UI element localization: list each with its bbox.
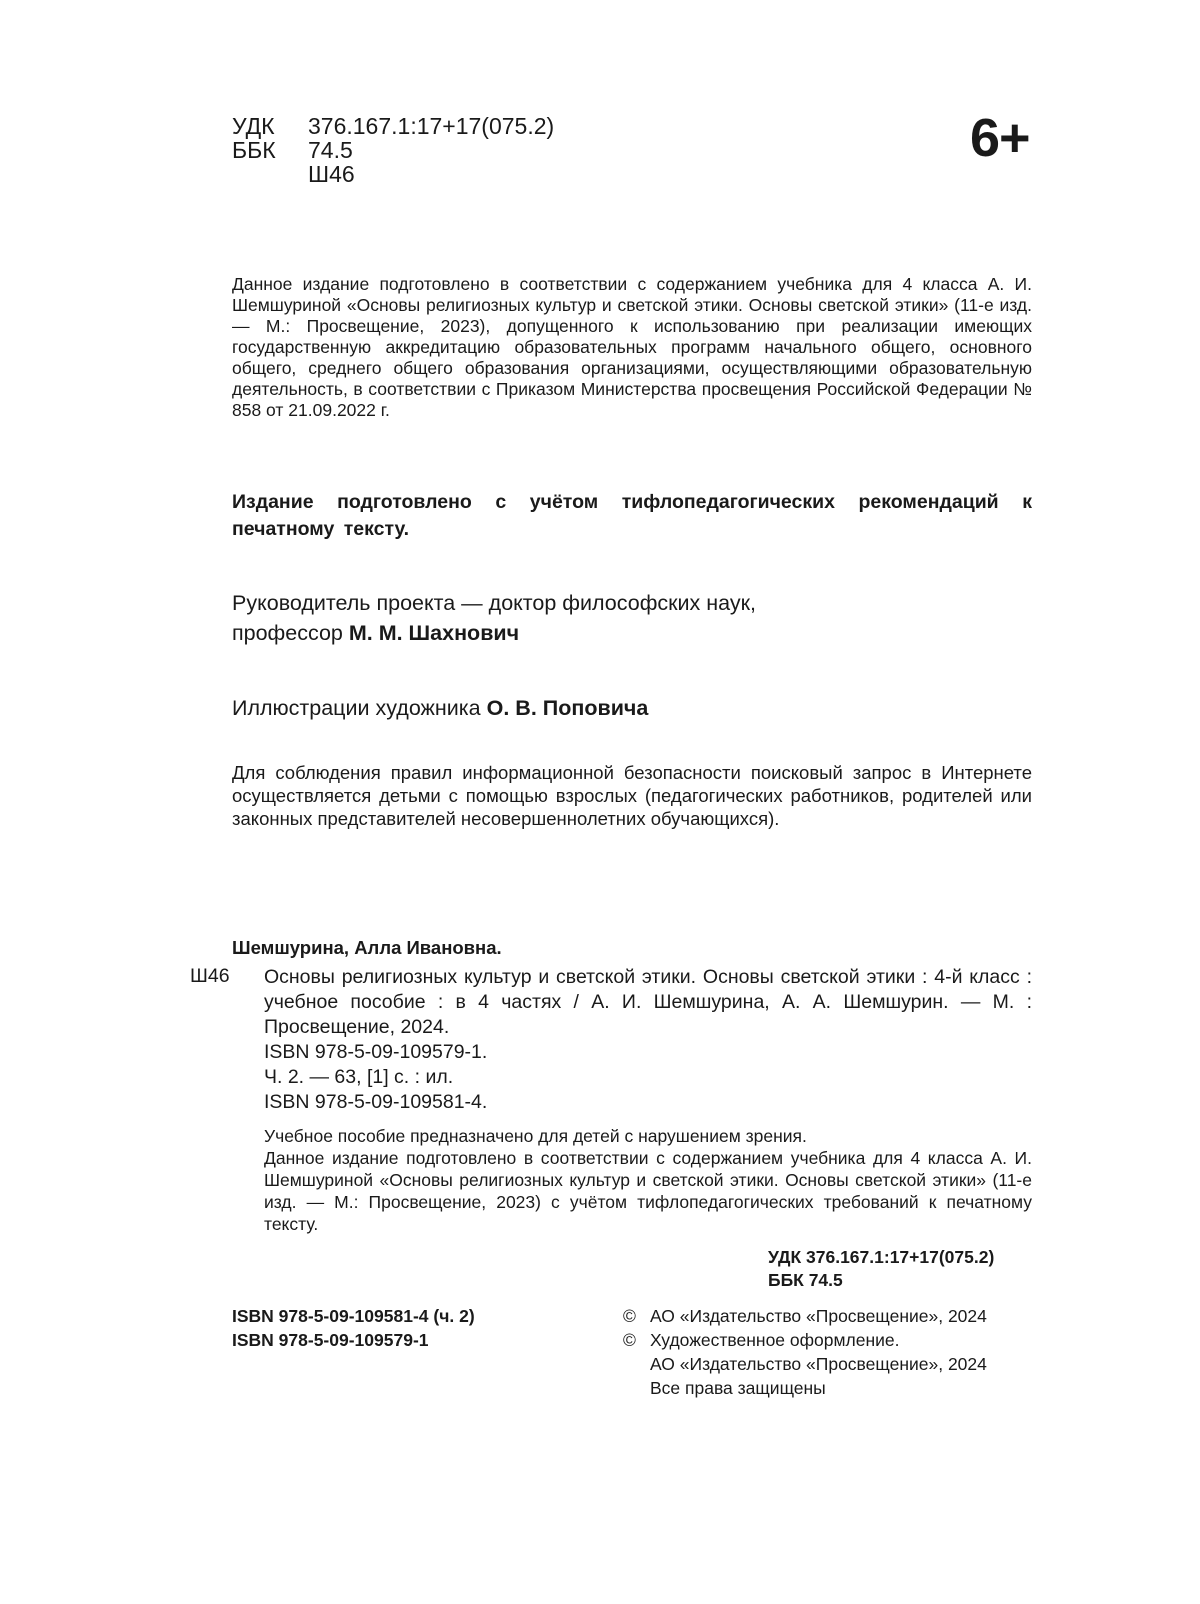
compliance-paragraph: Данное издание подготовлено в соответствии с содержанием учебника для 4 класса А. И. Шемшуриной «Основы религиозных культур и светской этики. Основы светской этики» (11-е изд. — М.: Просвещение, 2023), допущенного к использованию при реализации имеющих государственную аккредитацию образовательных программ начального общего, основного общего, среднего общего образования организациями, осуществляющими образовательную деятельность, в соответствии с Приказом Министерства просвещения Российской Федерации № 858 от 21.09.2022 г. <box>232 274 1032 420</box>
project-lead-line1: Руководитель проекта — доктор философских наук, <box>232 591 756 615</box>
copyright-line1: АО «Издательство «Просвещение», 2024 <box>650 1306 987 1326</box>
udk-label: УДК <box>232 113 275 139</box>
bib-note-1: Учебное пособие предназначено для детей с нарушением зрения. <box>264 1126 807 1146</box>
copyright-symbol: © <box>623 1306 636 1326</box>
project-lead <box>232 588 1032 648</box>
author-code: Ш46 <box>308 161 355 187</box>
bib-isbn-set: ISBN 978-5-09-109579-1. <box>264 1041 488 1063</box>
copyright-line4: Все права защищены <box>650 1378 826 1398</box>
illustrator-name: О. В. Поповича <box>486 696 649 720</box>
bib-part: Ч. 2. — 63, [1] с. : ил. <box>264 1066 454 1088</box>
bib-author: Шемшурина, Алла Ивановна. <box>232 937 502 958</box>
bbk-value: 74.5 <box>308 137 353 163</box>
bbk-label: ББК <box>232 137 276 163</box>
udk-header-block <box>232 114 554 186</box>
bib-note-2: Данное издание подготовлено в соответствии с содержанием учебника для 4 класса А. И. Шемшуриной «Основы религиозных культур и светской этики. Основы светской этики» (11-е изд. — М.: Просвещение, 2023) с учётом тифлопедагогических требований к печатному тексту. <box>264 1148 1032 1234</box>
copyright-line2: Художественное оформление. <box>650 1330 900 1350</box>
classification-bbk: ББК 74.5 <box>768 1270 843 1290</box>
classification-udk: УДК 376.167.1:17+17(075.2) <box>768 1247 995 1267</box>
project-lead-prefix: профессор <box>232 621 343 645</box>
bib-isbn-part: ISBN 978-5-09-109581-4. <box>264 1091 488 1113</box>
bib-code: Ш46 <box>190 965 230 987</box>
bib-title: Основы религиозных культур и светской этики. Основы светской этики : 4-й класс : учебное пособие : в 4 частях / А. И. Шемшурина, А. А. Шемшурин. — М. : Просвещение, 2024. <box>264 966 1032 1038</box>
tiflo-notice: Издание подготовлено с учётом тифлопедагогических рекомендаций к печатному тексту. <box>232 491 1032 540</box>
isbn-part: ISBN 978-5-09-109581-4 (ч. 2) <box>232 1306 475 1326</box>
classification-block <box>768 1246 994 1292</box>
internet-safety-paragraph: Для соблюдения правил информационной безопасности поисковый запрос в Интернете осуществляется детьми с помощью взрослых (педагогических работников, родителей или законных представителей несовершеннолетних обучающихся). <box>232 762 1032 829</box>
isbn-list <box>232 1304 475 1352</box>
bibliographic-record <box>264 965 1032 1235</box>
copyright-block <box>623 1304 1033 1400</box>
isbn-set: ISBN 978-5-09-109579-1 <box>232 1330 429 1350</box>
copyright-line3: АО «Издательство «Просвещение», 2024 <box>650 1354 987 1374</box>
udk-value: 376.167.1:17+17(075.2) <box>308 113 555 139</box>
age-rating: 6+ <box>970 108 1030 168</box>
illustrations-prefix: Иллюстрации художника <box>232 696 481 720</box>
project-lead-name: М. М. Шахнович <box>348 621 520 645</box>
illustrations-credit <box>232 693 1032 723</box>
copyright-symbol: © <box>623 1330 636 1350</box>
